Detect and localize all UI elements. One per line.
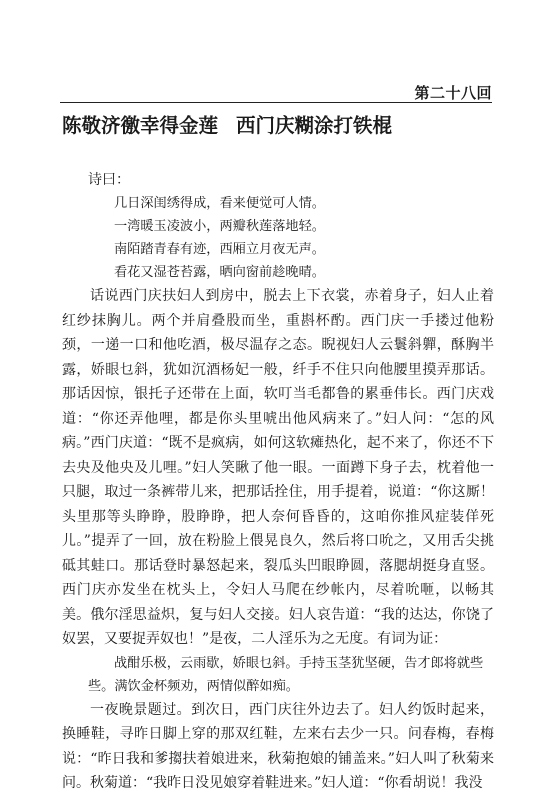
poem-line-2: 一湾暖玉凌波小，两瓣秋莲落地轻。 [114, 219, 325, 234]
title-right: 西门庆糊涂打铁棍 [236, 114, 393, 137]
poem-intro: 诗曰： [88, 172, 130, 188]
paragraph-2: 一夜晚景题过。到次日，西门庆往外边去了。妇人约饭时起来，换睡鞋，寻昨日脚上穿的那双红鞋，左来右去少一只。问春梅，春梅说：“昨日我和爹搊扶着娘进来，秋菊抱娘的铺盖来。”妇人叫了秋菊来问。秋菊道：“我昨日没见娘穿着鞋进来。”妇人道：“你看胡说！我没 [62, 701, 494, 791]
chapter-title [62, 110, 502, 138]
poem-line-4: 看花又湿苍苔露，晒向窗前趁晚晴。 [114, 265, 325, 280]
title-left: 陈敬济徼幸得金莲 [62, 114, 219, 137]
chapter-number: 第二十八回 [414, 84, 492, 102]
body-text [62, 168, 494, 796]
poem-line-3: 南陌踏青春有迹，西厢立月夜无声。 [114, 242, 325, 257]
running-header [60, 82, 492, 103]
paragraph-1: 话说西门庆扶妇人到房中，脱去上下衣裳，赤着身子，妇人止着红纱抹胸儿。两个并肩叠股而坐，重斟杯酌。西门庆一手搂过他粉颈，一递一口和他吃酒，极尽温存之态。睨视妇人云鬟斜軃，酥胸半露，娇眼乜斜，犹如沉酒杨妃一般，纤手不住只向他腰里摸弄那话。那话因惊，银托子还带在上面，软叮当毛都鲁的累垂伟长。西门庆戏道：“你还弄他哩，都是你头里唬出他风病来了。”妇人问：“怎的风病。”西门庆道：“既不是疯病，如何这软瘫热化，起不来了，你还不下去央及他央及儿哩。”妇人笑瞅了他一眼。一面蹲下身子去，枕着他一只腿，取过一条裤带儿来，把那话拴住，用手提着，说道：“你这厮！头里那等头睁睁，股睁睁，把人奈何昏昏的，这咱你推风症装佯死儿。”提弄了一回，放在粉脸上偎晃良久，然后将口吮之，又用舌尖挑砥其蛙口。那话登时暴怒起来，裂瓜头凹眼睁圆，落腮胡挺身直竖。西门庆亦发坐在枕头上，令妇人马爬在纱帐内，尽着吮咂，以畅其美。俄尔淫思益炽，复与妇人交接。妇人哀告道：“我的达达，你饶了奴罢，又要捉弄奴也！”是夜，二人淫乐为之无度。有词为证： [62, 288, 494, 647]
verse: 战酣乐极，云雨歇，娇眼乜斜。手持玉茎犹坚硬，告才郎将就些些。满饮金杯频劝，两情似醉如痴。 [88, 655, 484, 694]
poem-line-1: 几日深闺绣得成，看来便觉可人情。 [114, 196, 325, 211]
